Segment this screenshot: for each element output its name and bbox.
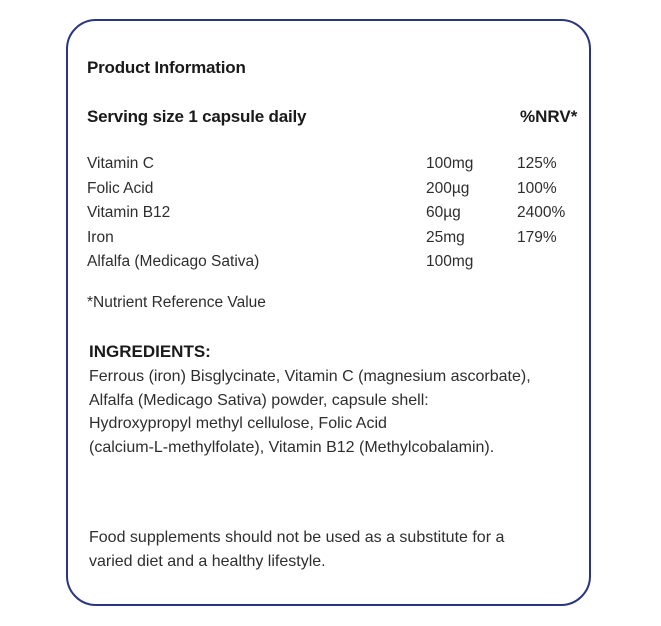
nutrient-amount: 25mg xyxy=(426,228,465,246)
disclaimer-line: Food supplements should not be used as a substitute for a xyxy=(89,529,505,546)
nutrient-table xyxy=(87,152,587,275)
ingredients-line: (calcium-L-methylfolate), Vitamin B12 (Methylcobalamin). xyxy=(89,438,495,456)
nutrient-nrv: 179% xyxy=(517,228,557,246)
nutrient-nrv: 125% xyxy=(517,155,557,172)
product-info-panel xyxy=(66,19,591,606)
nutrient-name: Vitamin B12 xyxy=(87,204,171,221)
nutrient-row xyxy=(87,201,587,226)
ingredients-heading: INGREDIENTS: xyxy=(89,342,211,361)
nutrient-name: Iron xyxy=(87,228,114,246)
ingredients-line: Hydroxypropyl methyl cellulose, Folic Acid xyxy=(89,415,387,432)
ingredients-text xyxy=(89,365,584,459)
nutrient-row xyxy=(87,250,587,275)
ingredients-line: Alfalfa (Medicago Sativa) powder, capsule shell: xyxy=(89,391,429,409)
nutrient-amount: 60µg xyxy=(426,204,461,221)
nutrient-row xyxy=(87,226,587,251)
nutrient-amount: 100mg xyxy=(426,155,474,172)
nutrient-name: Folic Acid xyxy=(87,179,154,197)
serving-size-label: Serving size 1 capsule daily xyxy=(87,107,307,126)
nutrient-amount: 200µg xyxy=(426,179,470,197)
nutrient-name: Alfalfa (Medicago Sativa) xyxy=(87,253,260,270)
page-title: Product Information xyxy=(87,58,246,77)
supplement-disclaimer xyxy=(89,526,584,574)
nutrient-nrv: 2400% xyxy=(517,204,566,221)
nutrient-nrv: 100% xyxy=(517,179,557,197)
nutrient-amount: 100mg xyxy=(426,253,474,270)
disclaimer-line: varied diet and a healthy lifestyle. xyxy=(89,553,326,570)
nutrient-name: Vitamin C xyxy=(87,155,154,172)
nutrient-row xyxy=(87,177,587,202)
nutrient-row xyxy=(87,152,587,177)
nrv-footnote: *Nutrient Reference Value xyxy=(87,294,266,311)
ingredients-line: Ferrous (iron) Bisglycinate, Vitamin C (magnesium ascorbate), xyxy=(89,368,531,385)
nrv-column-header: %NRV* xyxy=(520,107,578,126)
